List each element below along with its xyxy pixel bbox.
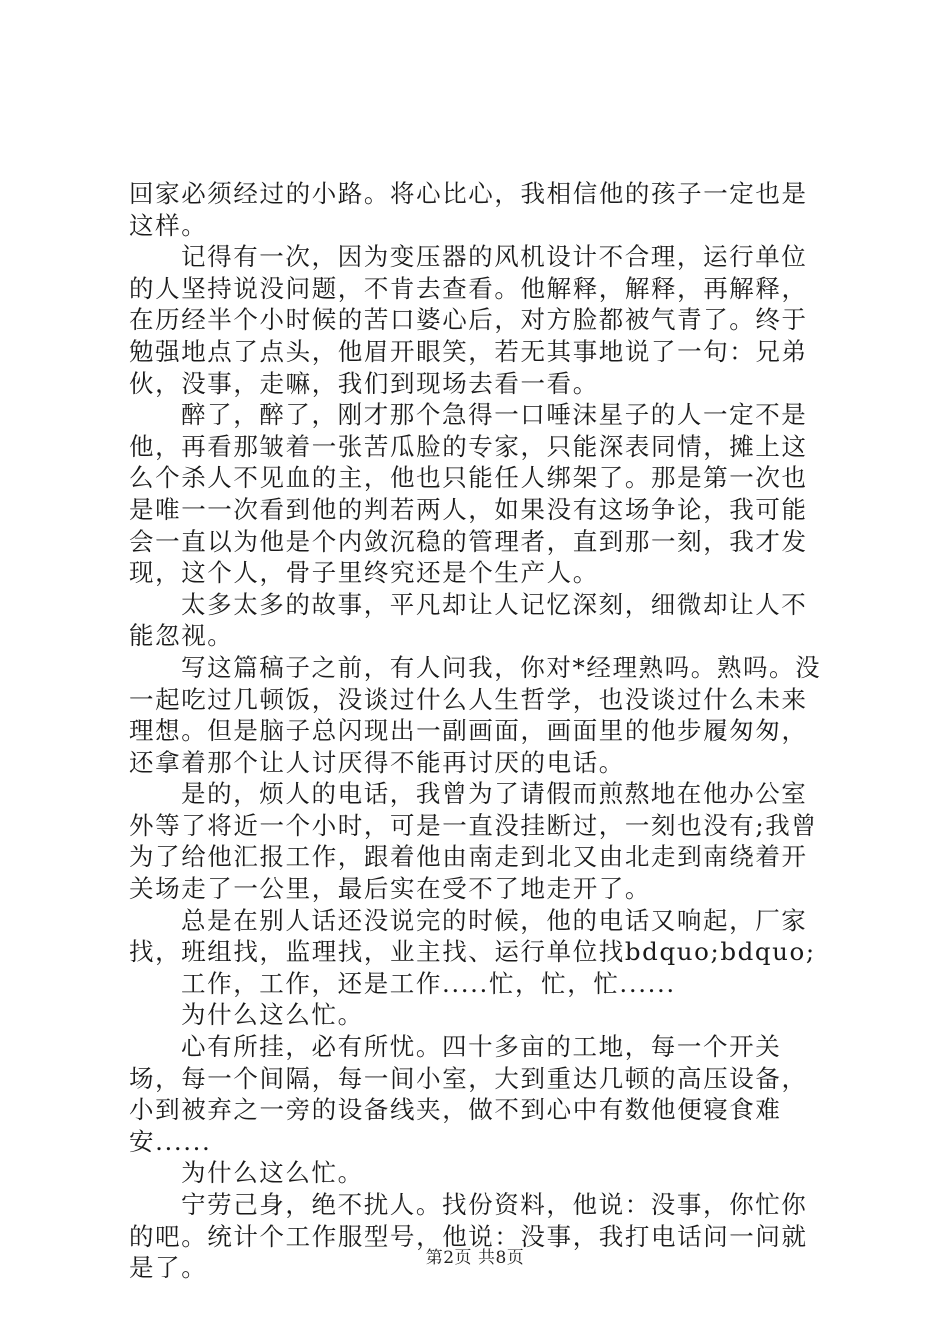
paragraph-11: 为什么这么忙。	[181, 1158, 364, 1188]
paragraph-10: 心有所挂，必有所忧。四十多亩的工地，每一个开关场，每一个间隔，每一间小室，大到重达几顿的高压设备，小到被弃之一旁的设备线夹，做不到心中有数他便寝食难安......	[129, 1032, 808, 1156]
page-footer: 第2页 共8页	[425, 1248, 525, 1268]
document-body	[129, 178, 829, 1284]
paragraph-5: 写这篇稿子之前，有人问我，你对*经理熟吗。熟吗。没一起吃过几顿饭，没谈过什么人生哲学，也没谈过什么未来理想。但是脑子总闪现出一副画面，画面里的他步履匆匆，还拿着那个让人讨厌得不能再讨厌的电话。	[129, 652, 822, 777]
paragraph-4: 太多太多的故事，平凡却让人记忆深刻，细微却让人不能忽视。	[129, 589, 808, 651]
paragraph-3: 醉了，醉了，刚才那个急得一口唾沫星子的人一定不是他，再看那皱着一张苦瓜脸的专家，只能深表同情，摊上这么个杀人不见血的主，他也只能任人绑架了。那是第一次也是唯一一次看到他的判若两人，如果没有这场争论，我可能会一直以为他是个内敛沉稳的管理者，直到那一刻，我才发现，这个人，骨子里终究还是个生产人。	[129, 400, 808, 588]
paragraph-6: 是的，烦人的电话，我曾为了请假而煎熬地在他办公室外等了将近一个小时，可是一直没挂断过，一刻也没有;我曾为了给他汇报工作，跟着他由南走到北又由北走到南绕着开关场走了一公里，最后实在受不了地走开了。	[129, 779, 818, 904]
paragraph-7: 总是在别人话还没说完的时候，他的电话又响起，厂家找，班组找，监理找，业主找、运行单位找bdquo;bdquo;	[129, 905, 816, 967]
paragraph-12: 宁劳己身，绝不扰人。找份资料，他说：没事，你忙你的吧。统计个工作服型号，他说：没事，我打电话问一问就是了。	[129, 1190, 808, 1283]
paragraph-8: 工作，工作，还是工作.....忙，忙，忙......	[181, 968, 676, 998]
paragraph-9: 为什么这么忙。	[181, 1000, 364, 1030]
paragraph-1: 回家必须经过的小路。将心比心，我相信他的孩子一定也是这样。	[129, 179, 808, 240]
paragraph-2: 记得有一次，因为变压器的风机设计不合理，运行单位的人坚持说没问题，不肯去查看。他解释，解释，再解释，在历经半个小时候的苦口婆心后，对方脸都被气青了。终于勉强地点了点头，他眉开眼笑，若无其事地说了一句：兄弟伙，没事，走嘛，我们到现场去看一看。	[129, 242, 808, 398]
